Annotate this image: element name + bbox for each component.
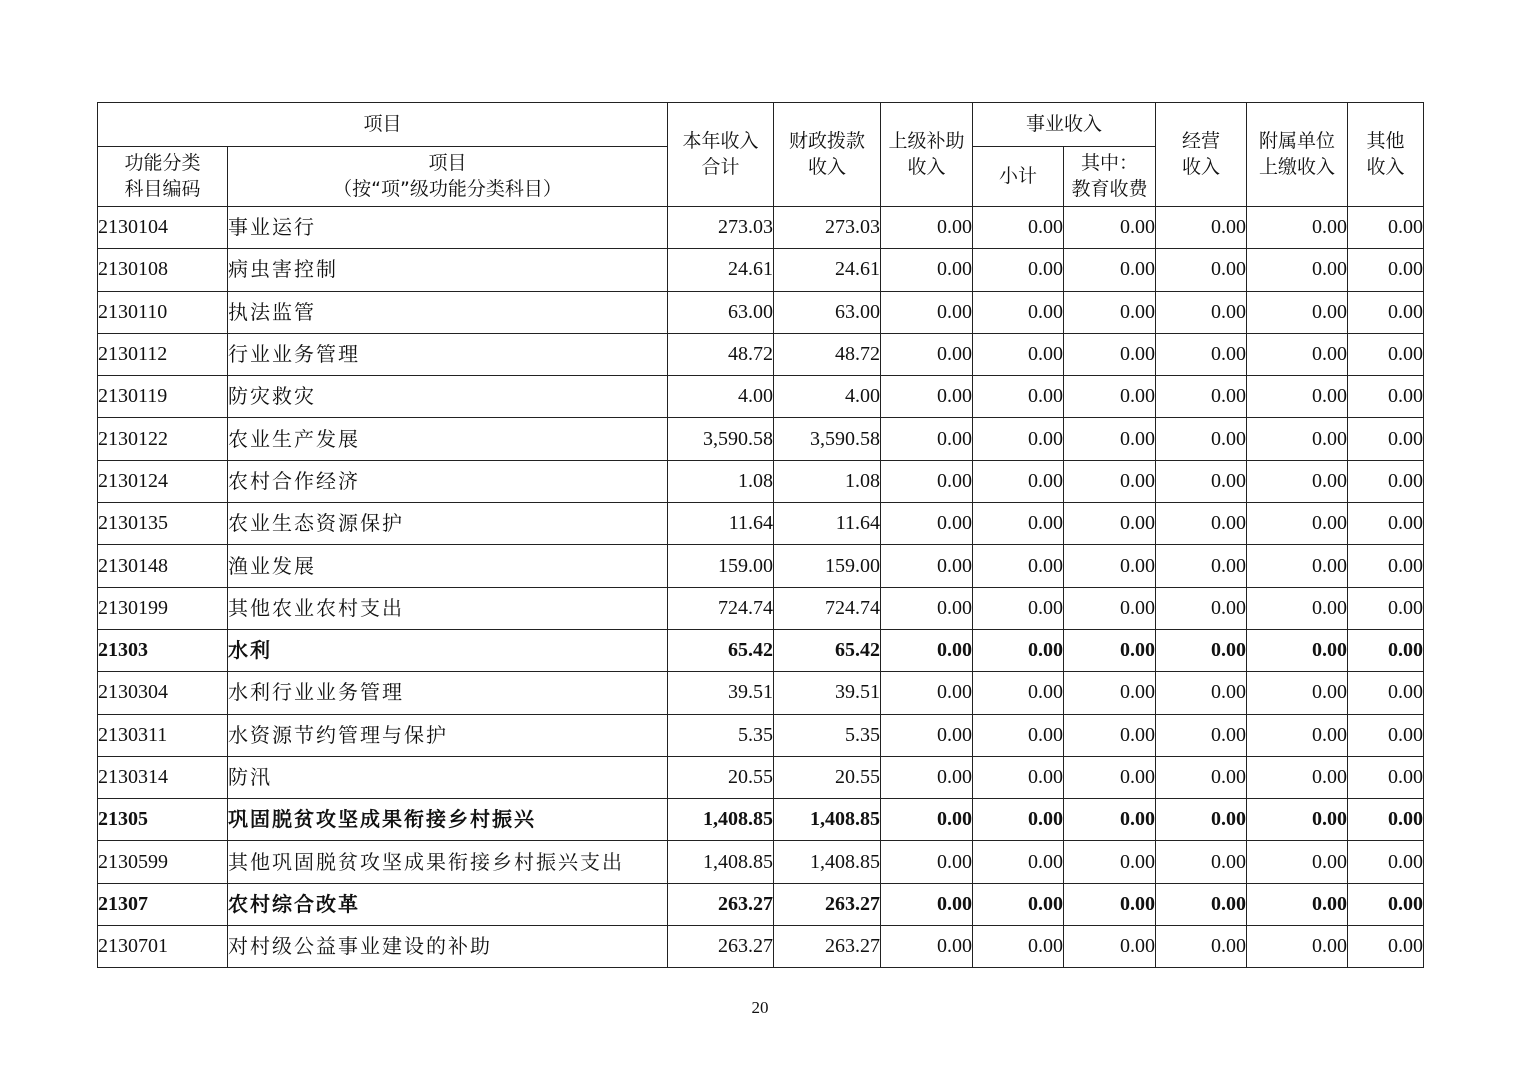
cell-superior: 0.00 xyxy=(881,460,973,502)
cell-name: 农村综合改革 xyxy=(228,883,668,925)
cell-edu: 0.00 xyxy=(1064,291,1156,333)
cell-subtotal: 0.00 xyxy=(973,799,1064,841)
cell-affiliate: 0.00 xyxy=(1247,883,1348,925)
header-code: 功能分类 科目编码 xyxy=(98,147,228,207)
cell-code: 2130599 xyxy=(98,841,228,883)
cell-total: 3,590.58 xyxy=(668,418,774,460)
cell-total: 263.27 xyxy=(668,926,774,968)
cell-operating: 0.00 xyxy=(1156,841,1247,883)
cell-superior: 0.00 xyxy=(881,249,973,291)
cell-operating: 0.00 xyxy=(1156,629,1247,671)
cell-total: 5.35 xyxy=(668,714,774,756)
cell-code: 2130110 xyxy=(98,291,228,333)
table-row xyxy=(98,460,1424,502)
header-career-edu: 其中： 教育收费 xyxy=(1064,147,1156,207)
cell-other: 0.00 xyxy=(1348,418,1424,460)
cell-code: 2130104 xyxy=(98,207,228,249)
cell-affiliate: 0.00 xyxy=(1247,545,1348,587)
cell-name: 农业生产发展 xyxy=(228,418,668,460)
header-name: 项目 （按“项”级功能分类科目） xyxy=(228,147,668,207)
page-number: 20 xyxy=(751,998,769,1017)
cell-name: 事业运行 xyxy=(228,207,668,249)
cell-subtotal: 0.00 xyxy=(973,291,1064,333)
cell-subtotal: 0.00 xyxy=(973,756,1064,798)
cell-name: 农村合作经济 xyxy=(228,460,668,502)
cell-edu: 0.00 xyxy=(1064,418,1156,460)
cell-total: 263.27 xyxy=(668,883,774,925)
cell-operating: 0.00 xyxy=(1156,672,1247,714)
cell-superior: 0.00 xyxy=(881,587,973,629)
cell-name: 水资源节约管理与保护 xyxy=(228,714,668,756)
cell-total: 724.74 xyxy=(668,587,774,629)
cell-name: 水利 xyxy=(228,629,668,671)
cell-fiscal: 20.55 xyxy=(774,756,881,798)
cell-superior: 0.00 xyxy=(881,291,973,333)
cell-fiscal: 4.00 xyxy=(774,376,881,418)
cell-total: 4.00 xyxy=(668,376,774,418)
header-other: 其他 收入 xyxy=(1348,103,1424,207)
cell-edu: 0.00 xyxy=(1064,883,1156,925)
cell-other: 0.00 xyxy=(1348,799,1424,841)
cell-other: 0.00 xyxy=(1348,333,1424,375)
cell-total: 11.64 xyxy=(668,503,774,545)
cell-code: 2130122 xyxy=(98,418,228,460)
cell-subtotal: 0.00 xyxy=(973,460,1064,502)
cell-other: 0.00 xyxy=(1348,376,1424,418)
cell-code: 2130112 xyxy=(98,333,228,375)
cell-edu: 0.00 xyxy=(1064,756,1156,798)
cell-superior: 0.00 xyxy=(881,926,973,968)
cell-edu: 0.00 xyxy=(1064,714,1156,756)
cell-fiscal: 263.27 xyxy=(774,883,881,925)
cell-affiliate: 0.00 xyxy=(1247,418,1348,460)
table-row xyxy=(98,333,1424,375)
cell-name: 对村级公益事业建设的补助 xyxy=(228,926,668,968)
table-row xyxy=(98,714,1424,756)
cell-fiscal: 1.08 xyxy=(774,460,881,502)
cell-code: 2130199 xyxy=(98,587,228,629)
cell-total: 159.00 xyxy=(668,545,774,587)
header-superior: 上级补助 收入 xyxy=(881,103,973,207)
cell-affiliate: 0.00 xyxy=(1247,291,1348,333)
table-body xyxy=(98,207,1424,968)
cell-edu: 0.00 xyxy=(1064,460,1156,502)
cell-other: 0.00 xyxy=(1348,207,1424,249)
cell-code: 2130148 xyxy=(98,545,228,587)
header-row-top xyxy=(98,103,1424,147)
header-operating: 经营 收入 xyxy=(1156,103,1247,207)
cell-subtotal: 0.00 xyxy=(973,883,1064,925)
cell-affiliate: 0.00 xyxy=(1247,841,1348,883)
cell-name: 病虫害控制 xyxy=(228,249,668,291)
cell-subtotal: 0.00 xyxy=(973,926,1064,968)
table-row xyxy=(98,207,1424,249)
cell-edu: 0.00 xyxy=(1064,249,1156,291)
header-total: 本年收入 合计 xyxy=(668,103,774,207)
cell-superior: 0.00 xyxy=(881,841,973,883)
cell-operating: 0.00 xyxy=(1156,587,1247,629)
cell-operating: 0.00 xyxy=(1156,756,1247,798)
header-career-group: 事业收入 xyxy=(973,103,1156,147)
cell-affiliate: 0.00 xyxy=(1247,672,1348,714)
cell-superior: 0.00 xyxy=(881,418,973,460)
cell-fiscal: 159.00 xyxy=(774,545,881,587)
cell-operating: 0.00 xyxy=(1156,249,1247,291)
category-row xyxy=(98,629,1424,671)
cell-name: 水利行业业务管理 xyxy=(228,672,668,714)
cell-code: 21307 xyxy=(98,883,228,925)
cell-other: 0.00 xyxy=(1348,672,1424,714)
cell-other: 0.00 xyxy=(1348,460,1424,502)
cell-superior: 0.00 xyxy=(881,376,973,418)
cell-fiscal: 11.64 xyxy=(774,503,881,545)
cell-code: 2130314 xyxy=(98,756,228,798)
cell-operating: 0.00 xyxy=(1156,545,1247,587)
cell-operating: 0.00 xyxy=(1156,714,1247,756)
cell-subtotal: 0.00 xyxy=(973,207,1064,249)
cell-name: 执法监管 xyxy=(228,291,668,333)
cell-total: 24.61 xyxy=(668,249,774,291)
cell-code: 2130135 xyxy=(98,503,228,545)
cell-code: 21305 xyxy=(98,799,228,841)
cell-operating: 0.00 xyxy=(1156,333,1247,375)
cell-total: 39.51 xyxy=(668,672,774,714)
cell-affiliate: 0.00 xyxy=(1247,249,1348,291)
cell-fiscal: 1,408.85 xyxy=(774,799,881,841)
cell-operating: 0.00 xyxy=(1156,291,1247,333)
table-row xyxy=(98,249,1424,291)
cell-other: 0.00 xyxy=(1348,926,1424,968)
cell-superior: 0.00 xyxy=(881,672,973,714)
cell-superior: 0.00 xyxy=(881,799,973,841)
cell-total: 1.08 xyxy=(668,460,774,502)
cell-total: 65.42 xyxy=(668,629,774,671)
cell-subtotal: 0.00 xyxy=(973,587,1064,629)
cell-superior: 0.00 xyxy=(881,883,973,925)
cell-superior: 0.00 xyxy=(881,503,973,545)
cell-edu: 0.00 xyxy=(1064,841,1156,883)
table-row xyxy=(98,587,1424,629)
category-row xyxy=(98,799,1424,841)
cell-operating: 0.00 xyxy=(1156,376,1247,418)
cell-affiliate: 0.00 xyxy=(1247,376,1348,418)
cell-total: 273.03 xyxy=(668,207,774,249)
cell-edu: 0.00 xyxy=(1064,207,1156,249)
table-row xyxy=(98,926,1424,968)
cell-name: 农业生态资源保护 xyxy=(228,503,668,545)
cell-name: 其他巩固脱贫攻坚成果衔接乡村振兴支出 xyxy=(228,841,668,883)
cell-other: 0.00 xyxy=(1348,629,1424,671)
cell-code: 2130304 xyxy=(98,672,228,714)
cell-affiliate: 0.00 xyxy=(1247,714,1348,756)
cell-affiliate: 0.00 xyxy=(1247,333,1348,375)
table-row xyxy=(98,841,1424,883)
cell-subtotal: 0.00 xyxy=(973,545,1064,587)
cell-fiscal: 63.00 xyxy=(774,291,881,333)
cell-other: 0.00 xyxy=(1348,587,1424,629)
cell-subtotal: 0.00 xyxy=(973,714,1064,756)
cell-other: 0.00 xyxy=(1348,545,1424,587)
cell-affiliate: 0.00 xyxy=(1247,503,1348,545)
table-row xyxy=(98,503,1424,545)
cell-edu: 0.00 xyxy=(1064,926,1156,968)
cell-fiscal: 39.51 xyxy=(774,672,881,714)
cell-affiliate: 0.00 xyxy=(1247,460,1348,502)
cell-other: 0.00 xyxy=(1348,714,1424,756)
table-row xyxy=(98,418,1424,460)
table-row xyxy=(98,376,1424,418)
header-item-group: 项目 xyxy=(98,103,668,147)
cell-name: 巩固脱贫攻坚成果衔接乡村振兴 xyxy=(228,799,668,841)
cell-edu: 0.00 xyxy=(1064,376,1156,418)
cell-operating: 0.00 xyxy=(1156,207,1247,249)
cell-superior: 0.00 xyxy=(881,629,973,671)
cell-fiscal: 263.27 xyxy=(774,926,881,968)
cell-fiscal: 65.42 xyxy=(774,629,881,671)
cell-other: 0.00 xyxy=(1348,883,1424,925)
cell-edu: 0.00 xyxy=(1064,629,1156,671)
cell-code: 2130108 xyxy=(98,249,228,291)
cell-edu: 0.00 xyxy=(1064,672,1156,714)
cell-fiscal: 24.61 xyxy=(774,249,881,291)
cell-operating: 0.00 xyxy=(1156,460,1247,502)
cell-affiliate: 0.00 xyxy=(1247,926,1348,968)
table-row xyxy=(98,672,1424,714)
cell-other: 0.00 xyxy=(1348,291,1424,333)
cell-affiliate: 0.00 xyxy=(1247,756,1348,798)
cell-superior: 0.00 xyxy=(881,207,973,249)
cell-fiscal: 3,590.58 xyxy=(774,418,881,460)
cell-code: 2130701 xyxy=(98,926,228,968)
cell-code: 2130311 xyxy=(98,714,228,756)
cell-subtotal: 0.00 xyxy=(973,333,1064,375)
cell-subtotal: 0.00 xyxy=(973,376,1064,418)
cell-fiscal: 1,408.85 xyxy=(774,841,881,883)
header-affiliate: 附属单位 上缴收入 xyxy=(1247,103,1348,207)
cell-code: 21303 xyxy=(98,629,228,671)
cell-name: 防汛 xyxy=(228,756,668,798)
income-budget-table xyxy=(97,102,1424,968)
cell-total: 1,408.85 xyxy=(668,841,774,883)
cell-other: 0.00 xyxy=(1348,756,1424,798)
cell-subtotal: 0.00 xyxy=(973,841,1064,883)
cell-affiliate: 0.00 xyxy=(1247,629,1348,671)
cell-edu: 0.00 xyxy=(1064,587,1156,629)
cell-edu: 0.00 xyxy=(1064,545,1156,587)
cell-subtotal: 0.00 xyxy=(973,418,1064,460)
header-career-subtotal: 小计 xyxy=(973,147,1064,207)
cell-edu: 0.00 xyxy=(1064,799,1156,841)
cell-subtotal: 0.00 xyxy=(973,672,1064,714)
cell-name: 渔业发展 xyxy=(228,545,668,587)
cell-total: 1,408.85 xyxy=(668,799,774,841)
table-row xyxy=(98,545,1424,587)
cell-total: 20.55 xyxy=(668,756,774,798)
cell-operating: 0.00 xyxy=(1156,418,1247,460)
cell-superior: 0.00 xyxy=(881,333,973,375)
cell-superior: 0.00 xyxy=(881,756,973,798)
cell-code: 2130119 xyxy=(98,376,228,418)
cell-superior: 0.00 xyxy=(881,714,973,756)
cell-affiliate: 0.00 xyxy=(1247,587,1348,629)
cell-other: 0.00 xyxy=(1348,503,1424,545)
cell-subtotal: 0.00 xyxy=(973,249,1064,291)
cell-affiliate: 0.00 xyxy=(1247,799,1348,841)
cell-edu: 0.00 xyxy=(1064,503,1156,545)
cell-code: 2130124 xyxy=(98,460,228,502)
cell-total: 48.72 xyxy=(668,333,774,375)
cell-fiscal: 48.72 xyxy=(774,333,881,375)
table-row xyxy=(98,291,1424,333)
cell-other: 0.00 xyxy=(1348,249,1424,291)
cell-operating: 0.00 xyxy=(1156,503,1247,545)
cell-other: 0.00 xyxy=(1348,841,1424,883)
cell-name: 防灾救灾 xyxy=(228,376,668,418)
table-row xyxy=(98,756,1424,798)
cell-total: 63.00 xyxy=(668,291,774,333)
cell-subtotal: 0.00 xyxy=(973,503,1064,545)
cell-name: 行业业务管理 xyxy=(228,333,668,375)
cell-name: 其他农业农村支出 xyxy=(228,587,668,629)
cell-operating: 0.00 xyxy=(1156,799,1247,841)
cell-subtotal: 0.00 xyxy=(973,629,1064,671)
category-row xyxy=(98,883,1424,925)
header-fiscal: 财政拨款 收入 xyxy=(774,103,881,207)
cell-operating: 0.00 xyxy=(1156,883,1247,925)
cell-fiscal: 5.35 xyxy=(774,714,881,756)
cell-superior: 0.00 xyxy=(881,545,973,587)
cell-edu: 0.00 xyxy=(1064,333,1156,375)
cell-operating: 0.00 xyxy=(1156,926,1247,968)
cell-fiscal: 724.74 xyxy=(774,587,881,629)
cell-affiliate: 0.00 xyxy=(1247,207,1348,249)
cell-fiscal: 273.03 xyxy=(774,207,881,249)
